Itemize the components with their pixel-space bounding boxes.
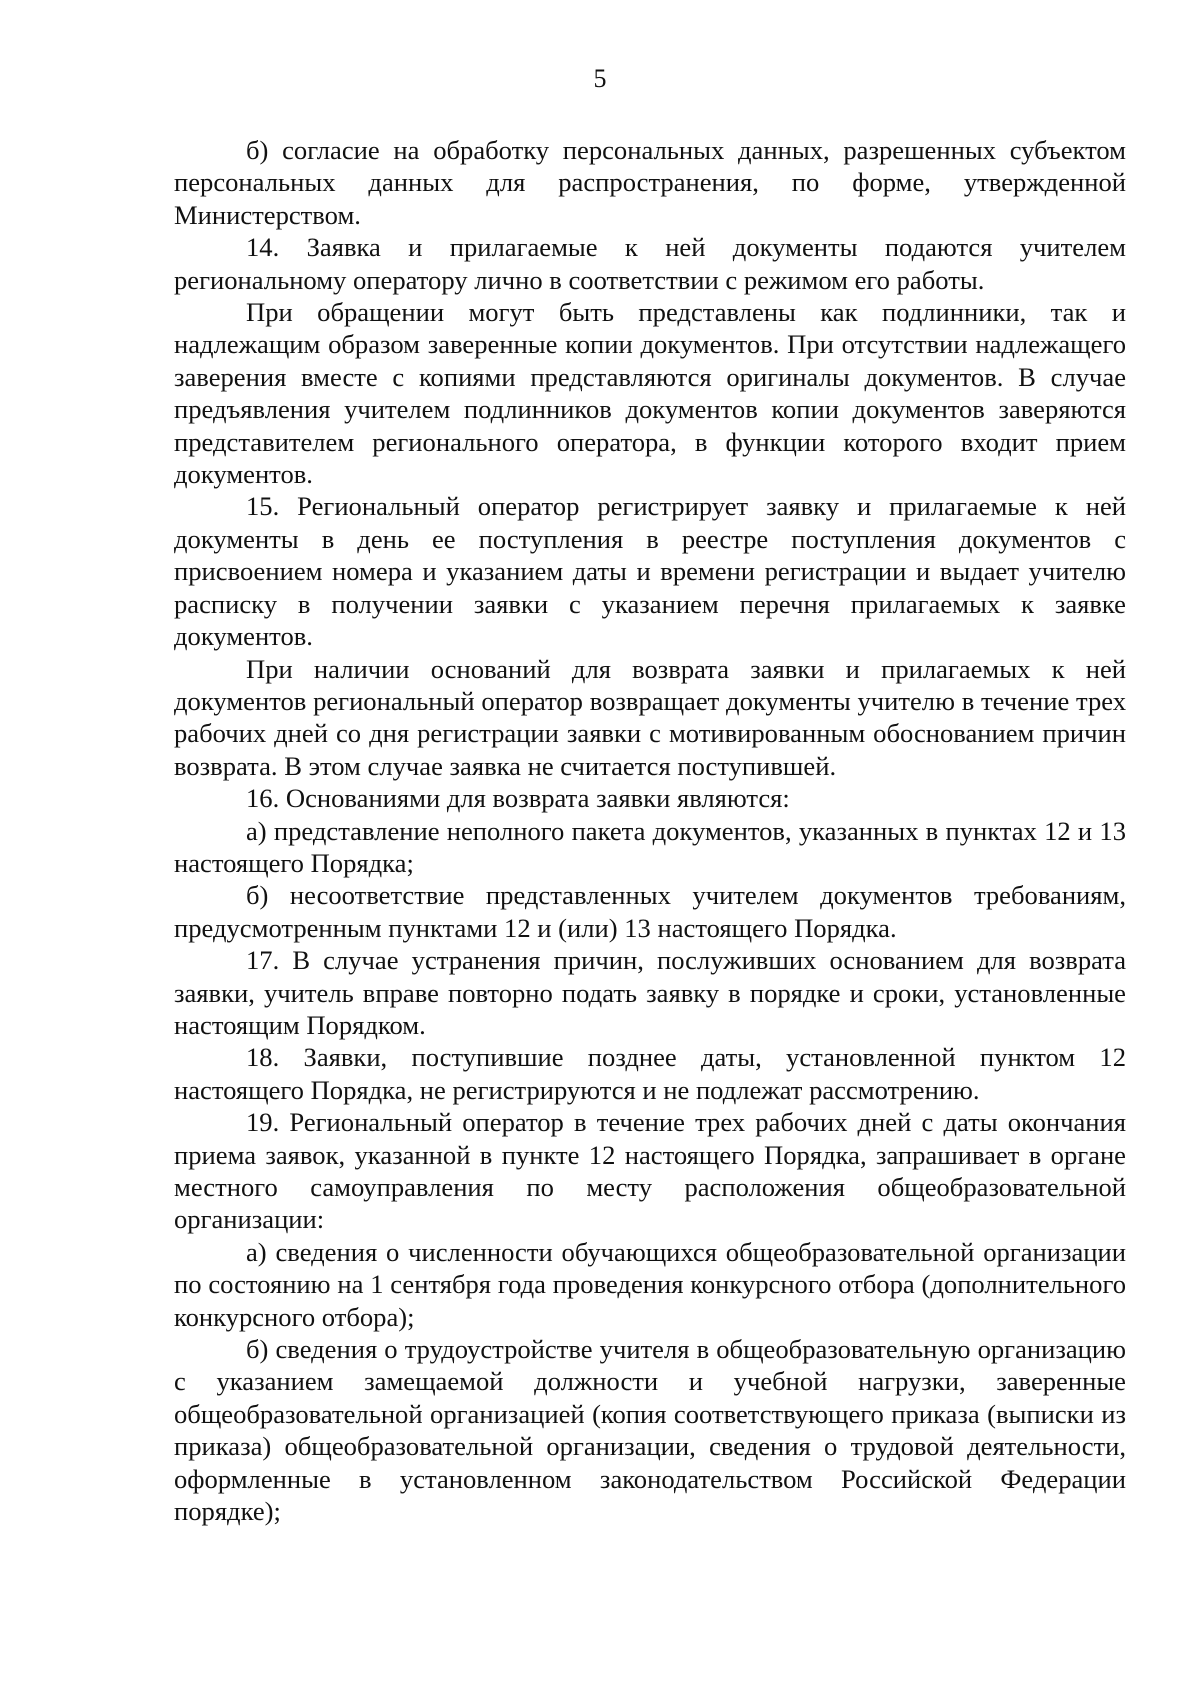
paragraph-19: 19. Региональный оператор в течение трех рабочих дней с даты окончания приема заявок, указанной в пункте 12 настоящего Порядка, запрашивает в органе местного самоуправления по месту расположения общеобразовательной организации: [174, 1107, 1126, 1235]
paragraph-consent: б) согласие на обработку персональных данных, разрешенных субъектом персональных данных для распространения, по форме, утвержденной Министерством. [174, 135, 1126, 230]
paragraph-17: 17. В случае устранения причин, послуживших основанием для возврата заявки, учитель вправе повторно подать заявку в порядке и сроки, установленные настоящим Порядком. [174, 945, 1126, 1040]
paragraph-14-originals: При обращении могут быть представлены как подлинники, так и надлежащим образом заверенные копии документов. При отсутствии надлежащего заверения вместе с копиями представляются оригиналы документов. В случае предъявления учителем подлинников документов копии документов заверяются представителем регионального оператора, в функции которого входит прием документов. [174, 297, 1126, 490]
paragraph-15: 15. Региональный оператор регистрирует заявку и прилагаемые к ней документы в день ее поступления в реестре поступления документов с присвоением номера и указанием даты и времени регистрации и выдает учителю расписку в получении заявки с указанием перечня прилагаемых к заявке документов. [174, 491, 1126, 652]
paragraph-16-a: а) представление неполного пакета документов, указанных в пунктах 12 и 13 настоящего Порядка; [174, 815, 1126, 878]
paragraph-14: 14. Заявка и прилагаемые к ней документы подаются учителем региональному оператору лично в соответствии с режимом его работы. [174, 232, 1126, 295]
paragraph-18: 18. Заявки, поступившие позднее даты, установленной пунктом 12 настоящего Порядка, не регистрируются и не подлежат рассмотрению. [174, 1042, 1126, 1105]
paragraph-16: 16. Основаниями для возврата заявки являются: [246, 783, 790, 814]
page-number: 5 [593, 64, 607, 93]
document-body [174, 134, 1126, 1527]
paragraph-19-a: а) сведения о численности обучающихся общеобразовательной организации по состоянию на 1 сентября года проведения конкурсного отбора (дополнительного конкурсного отбора); [174, 1236, 1126, 1332]
paragraph-19-b: б) сведения о трудоустройстве учителя в общеобразовательную организацию с указанием замещаемой должности и учебной нагрузки, заверенные общеобразовательной организацией (копия соответствующего приказа (выписки из приказа) общеобразовательной организации, сведения о трудовой деятельности, оформленные в установленном законодательством Российской Федерации порядке); [174, 1334, 1126, 1527]
paragraph-16-b: б) несоответствие представленных учителем документов требованиям, предусмотренным пунктами 12 и (или) 13 настоящего Порядка. [174, 880, 1126, 943]
paragraph-15-return: При наличии оснований для возврата заявки и прилагаемых к ней документов региональный оператор возвращает документы учителю в течение трех рабочих дней со дня регистрации заявки с мотивированным обоснованием причин возврата. В этом случае заявка не считается поступившей. [174, 653, 1126, 781]
